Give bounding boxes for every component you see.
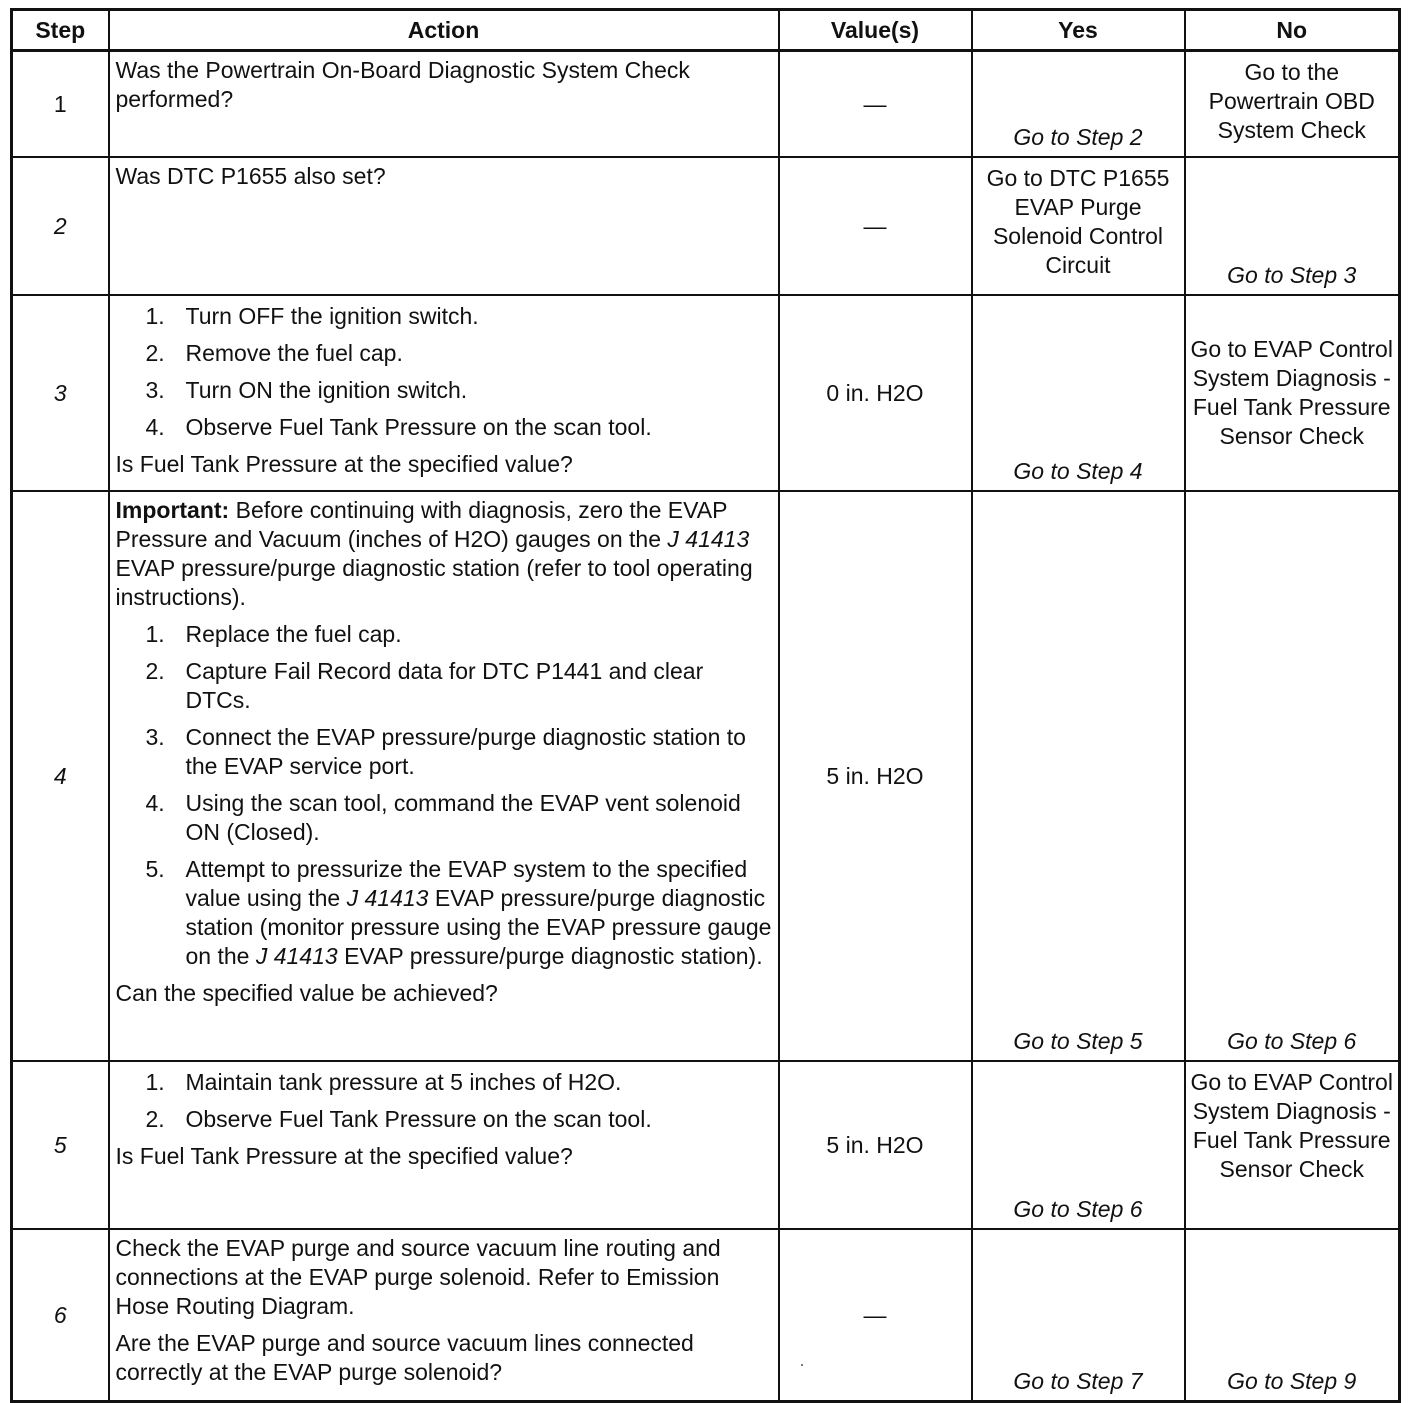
step-number: 4 [12,491,109,1061]
no-link[interactable]: Go to the Powertrain OBD System Check [1208,59,1375,143]
value-text: 5 in. H2O [826,1131,924,1158]
table-row-step-5 [12,1061,1400,1229]
header-step: Step [12,10,109,51]
list-item-text: Replace the fuel cap. [185,621,402,647]
no-cell [1185,491,1400,1061]
action-text: Check the EVAP purge and source vacuum line routing and connections at the EVAP purge solenoid. Refer to Emission Hose Routing Diagram. [115,1235,721,1319]
step-number: 2 [12,157,109,295]
table-row-step-1 [12,51,1400,158]
action-cell [109,1229,779,1402]
scan-speck [801,1364,803,1366]
action-text: Was the Powertrain On-Board Diagnostic System Check performed? [109,51,779,158]
list-item-text-b: EVAP pressure/purge diagnostic station (monitor pressure using the EVAP pressure gauge on the [185,885,772,969]
yes-link[interactable]: Go to Step 6 [1013,1196,1143,1222]
value-text: — [863,212,887,239]
diagnostic-table [10,8,1401,1403]
yes-cell [972,1061,1185,1229]
value-text: 5 in. H2O [826,762,924,789]
list-item-text-a: Attempt to pressurize the EVAP system to the specified value using the [185,856,748,911]
no-cell [1185,1061,1400,1229]
list-item: 2. Remove the fuel cap. [145,340,403,366]
list-item-text: Turn ON the ignition switch. [185,377,468,403]
no-cell [1185,157,1400,295]
list-item: 1. Maintain tank pressure at 5 inches of H2O. [145,1069,622,1095]
header-no: No [1185,10,1400,51]
list-item: 1. Turn OFF the ignition switch. [145,303,479,329]
header-row [12,10,1400,51]
list-item-text: Observe Fuel Tank Pressure on the scan tool. [185,414,652,440]
value-cell [779,1229,972,1402]
list-item-text: Connect the EVAP pressure/purge diagnostic station to the EVAP service port. [185,724,746,779]
yes-cell [972,1229,1185,1402]
diagnostic-table-container [10,8,1398,1403]
action-cell [109,491,779,1061]
no-link[interactable]: Go to EVAP Control System Diagnosis - Fuel Tank Pressure Sensor Check [1190,1069,1393,1182]
list-item-text: Using the scan tool, command the EVAP vent solenoid ON (Closed). [185,790,741,845]
no-link[interactable]: Go to Step 9 [1227,1368,1357,1394]
action-steps [116,302,772,442]
no-link[interactable]: Go to Step 6 [1227,1028,1357,1054]
tool-number: J 41413 [667,526,750,552]
important-label: Important: [115,497,230,523]
important-note [116,496,772,612]
list-item: 3. Connect the EVAP pressure/purge diagnostic station to the EVAP service port. [145,724,746,779]
yes-cell [972,157,1185,295]
header-action: Action [109,10,779,51]
value-cell [779,1061,972,1229]
step-number: 1 [12,51,109,158]
action-text: Was DTC P1655 also set? [109,157,779,295]
table-row-step-2 [12,157,1400,295]
value-text: 0 in. H2O [826,379,924,406]
action-steps [116,1068,772,1134]
header-value: Value(s) [779,10,972,51]
important-text-b: EVAP pressure/purge diagnostic station (refer to tool operating instructions). [115,555,753,610]
no-link[interactable]: Go to Step 3 [1227,262,1357,288]
value-cell [779,491,972,1061]
step-number: 3 [12,295,109,491]
list-item: 4. Using the scan tool, command the EVAP vent solenoid ON (Closed). [145,790,741,845]
yes-cell [972,295,1185,491]
list-item-text: Turn OFF the ignition switch. [185,303,479,329]
value-text: — [863,1301,887,1328]
list-item-text-c: EVAP pressure/purge diagnostic station). [337,943,763,969]
list-item: 4. Observe Fuel Tank Pressure on the scan tool. [145,414,652,440]
step-number: 5 [12,1061,109,1229]
no-cell [1185,1229,1400,1402]
no-link[interactable]: Go to EVAP Control System Diagnosis - Fuel Tank Pressure Sensor Check [1190,335,1393,449]
yes-link[interactable]: Go to Step 4 [1013,458,1143,484]
list-item: 2. Observe Fuel Tank Pressure on the scan tool. [145,1106,652,1132]
value-cell [779,295,972,491]
list-item: 1. Replace the fuel cap. [145,621,402,647]
value-cell [779,157,972,295]
action-question: Are the EVAP purge and source vacuum lines connected correctly at the EVAP purge solenoid? [115,1330,694,1385]
list-item-text: Observe Fuel Tank Pressure on the scan tool. [185,1106,652,1132]
action-question: Is Fuel Tank Pressure at the specified value? [115,1143,573,1169]
table-row-step-6 [12,1229,1400,1402]
list-item: 5. Attempt to pressurize the EVAP system to the specified value using the J 41413 EVAP pressure/purge diagnostic station (monitor pressure using the EVAP pressure gauge on the J 41413 EVAP pressure/purge diagnostic station). [145,856,772,969]
no-cell [1185,51,1400,158]
yes-link[interactable]: Go to Step 2 [1013,124,1143,150]
tool-number: J 41413 [255,943,338,969]
yes-link[interactable]: Go to DTC P1655 EVAP Purge Solenoid Control Circuit [986,165,1170,278]
action-question: Can the specified value be achieved? [115,980,498,1006]
value-text: — [863,90,887,117]
yes-cell [972,491,1185,1061]
yes-link[interactable]: Go to Step 7 [1013,1368,1143,1394]
yes-cell [972,51,1185,158]
yes-link[interactable]: Go to Step 5 [1013,1028,1143,1054]
list-item: 2. Capture Fail Record data for DTC P1441 and clear DTCs. [145,658,704,713]
list-item: 3. Turn ON the ignition switch. [145,377,468,403]
action-cell [109,295,779,491]
list-item-text: Remove the fuel cap. [185,340,403,366]
value-cell [779,51,972,158]
tool-number: J 41413 [346,885,429,911]
action-steps [116,620,772,971]
list-item-text: Maintain tank pressure at 5 inches of H2O. [185,1069,622,1095]
no-cell [1185,295,1400,491]
list-item-text: Capture Fail Record data for DTC P1441 and clear DTCs. [185,658,704,713]
table-row-step-3 [12,295,1400,491]
action-cell [109,1061,779,1229]
important-text-a: Before continuing with diagnosis, zero the EVAP Pressure and Vacuum (inches of H2O) gauges on the [115,497,727,552]
header-yes: Yes [972,10,1185,51]
table-row-step-4 [12,491,1400,1061]
step-number: 6 [12,1229,109,1402]
action-question: Is Fuel Tank Pressure at the specified value? [115,451,573,477]
